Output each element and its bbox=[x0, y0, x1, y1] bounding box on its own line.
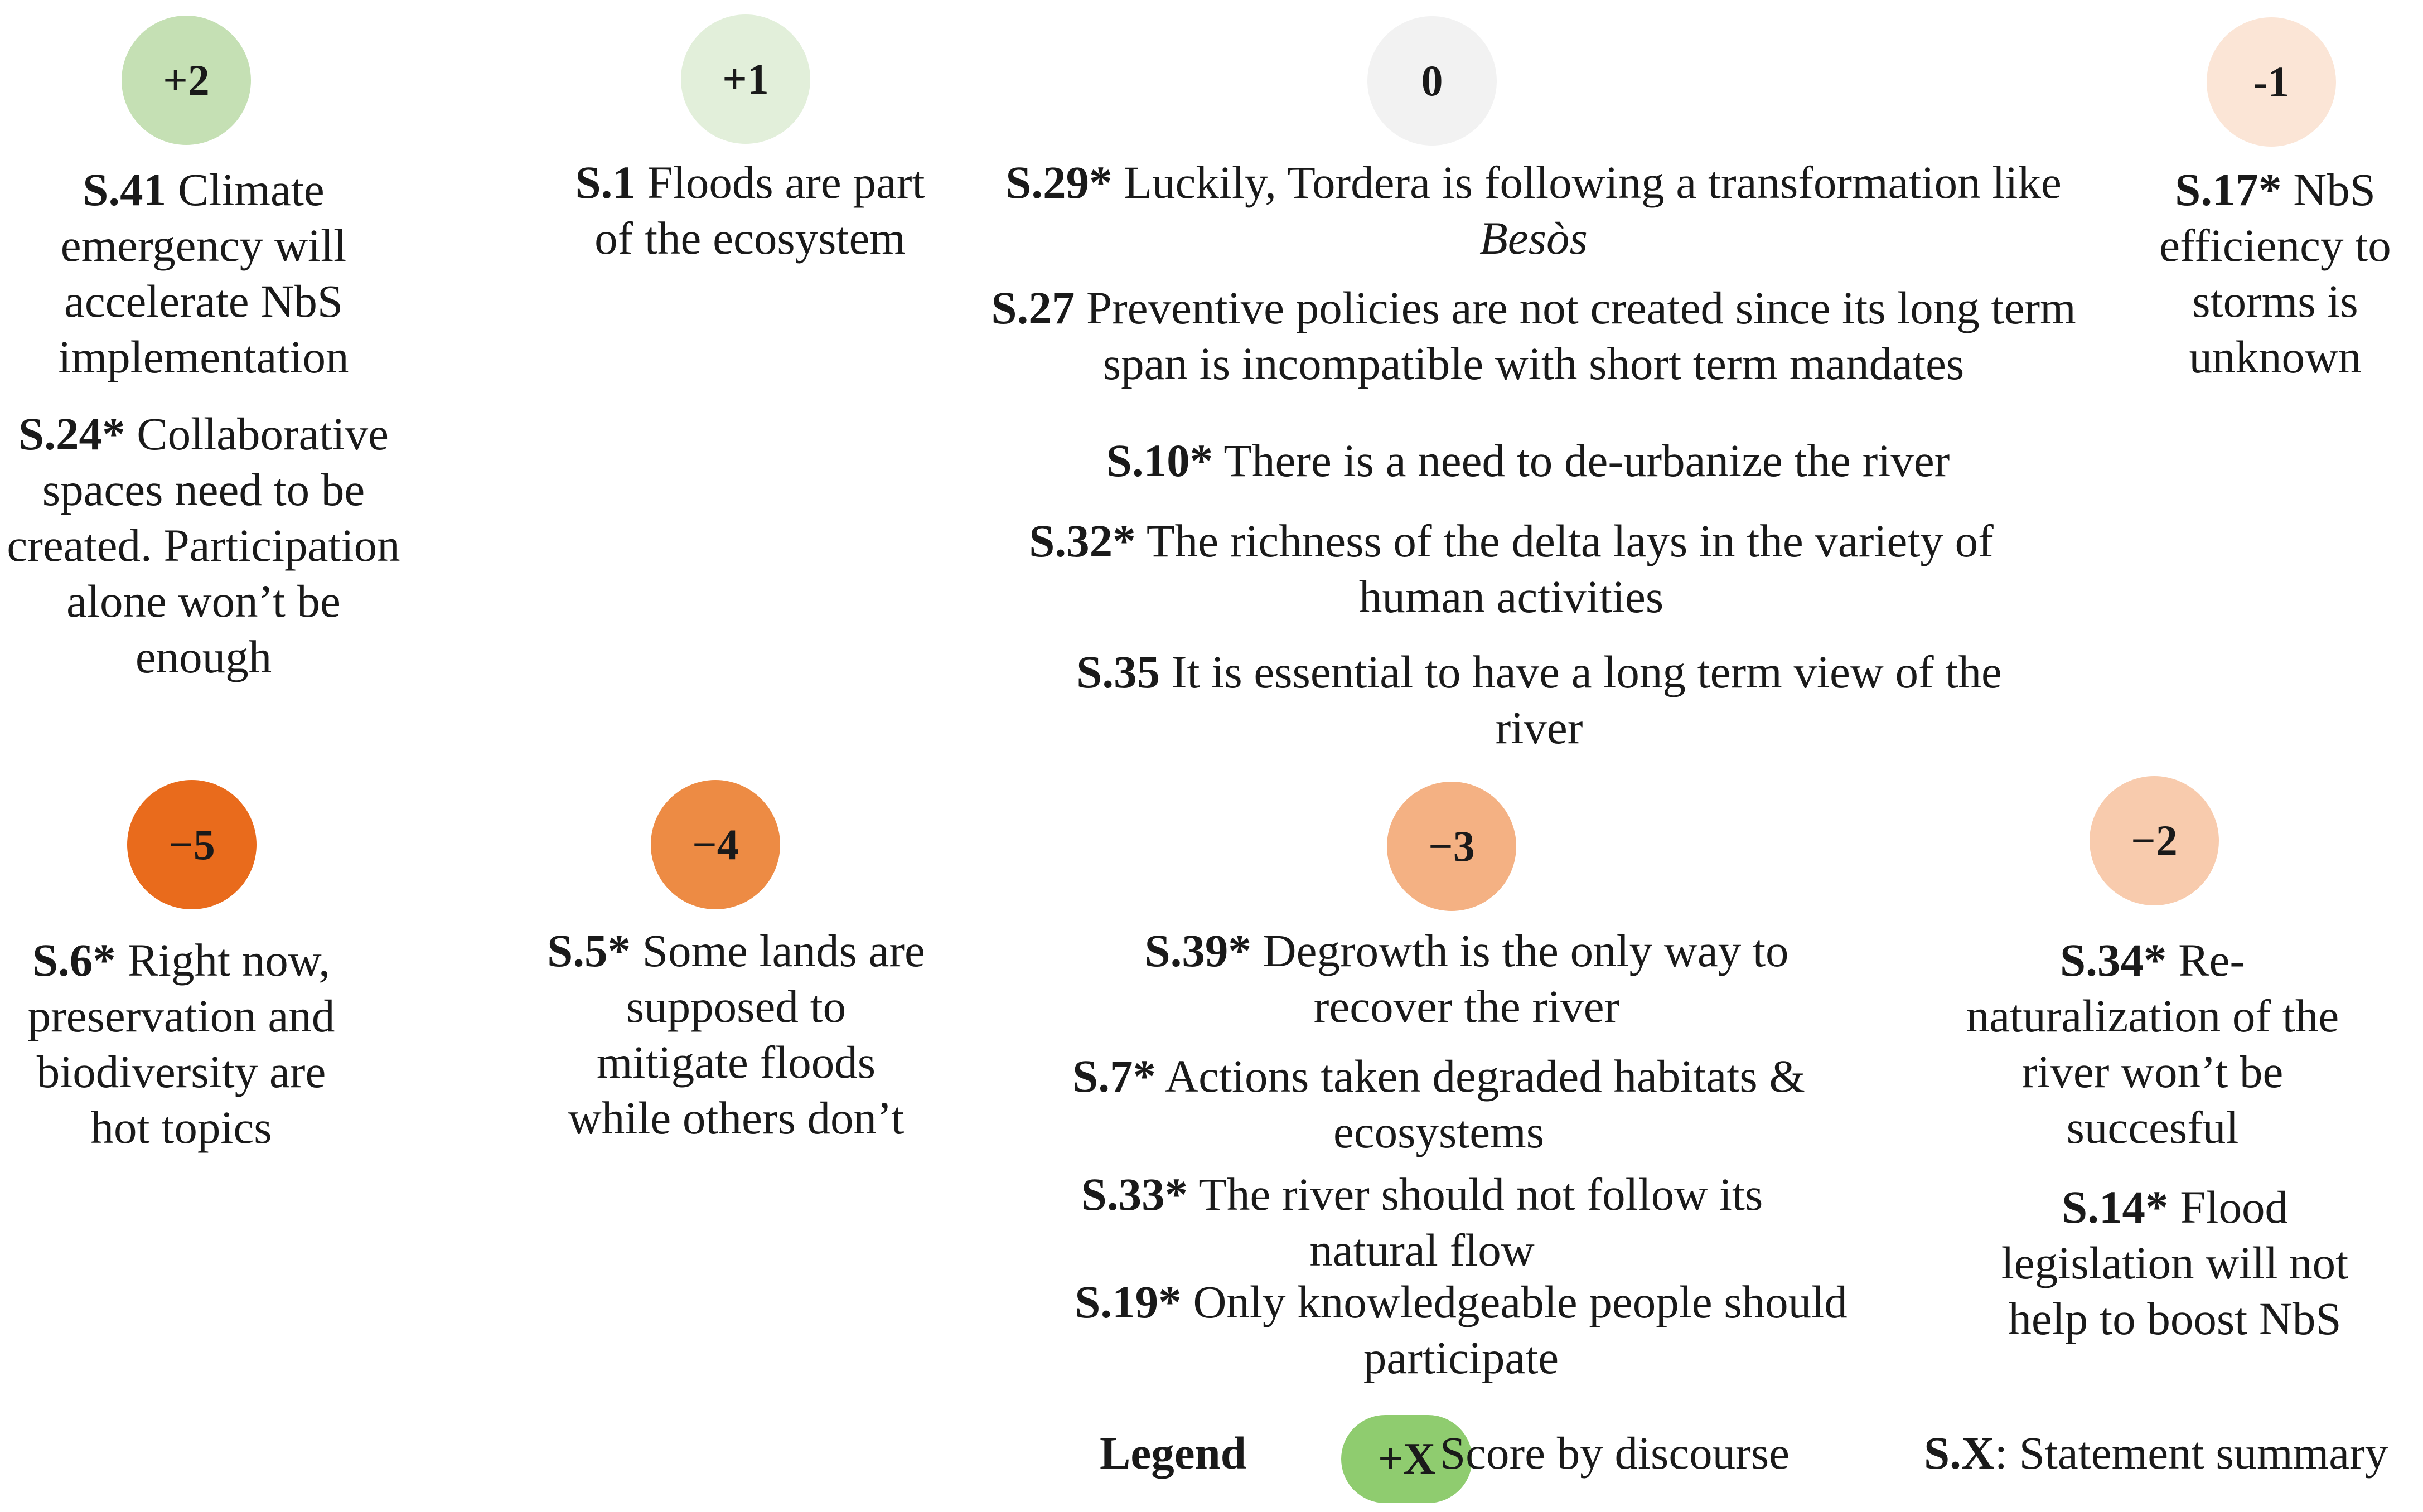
statement-text: Climate emergency will accelerate NbS implementation bbox=[58, 164, 349, 382]
statement-id: S.35 bbox=[1076, 646, 1160, 697]
statement-s27 bbox=[987, 280, 2080, 391]
statement-s32 bbox=[1021, 513, 2002, 624]
statement-text: Actions taken degraded habitats & ecosystems bbox=[1155, 1050, 1805, 1157]
statement-id: S.17* bbox=[2175, 164, 2282, 215]
statement-text: NbS efficiency to storms is unknown bbox=[2159, 164, 2391, 382]
statement-id: S.6* bbox=[32, 934, 116, 986]
statement-text: It is essential to have a long term view of the river bbox=[1160, 646, 2002, 753]
legend-label: Legend bbox=[1100, 1427, 1246, 1479]
score-label: −2 bbox=[2131, 816, 2178, 865]
statement-s1 bbox=[552, 154, 948, 266]
statement-text: The river should not follow its natural flow bbox=[1188, 1169, 1763, 1276]
score-label: −3 bbox=[1428, 822, 1475, 870]
score-label: +1 bbox=[722, 55, 769, 103]
statement-s33 bbox=[1026, 1166, 1818, 1278]
statement-id: S.41 bbox=[83, 164, 167, 215]
statement-s41 bbox=[33, 162, 374, 385]
statement-text: Some lands are supposed to mitigate floods while others don’t bbox=[568, 925, 925, 1143]
score-label: −5 bbox=[168, 820, 215, 869]
score-circle-plus1 bbox=[681, 14, 810, 144]
statement-italic: Besòs bbox=[1479, 212, 1588, 264]
statement-s29 bbox=[998, 154, 2069, 266]
statement-s24 bbox=[6, 406, 402, 685]
statement-id: S.5* bbox=[547, 925, 631, 976]
statement-s17 bbox=[2147, 162, 2403, 385]
statement-id: S.33* bbox=[1081, 1169, 1188, 1220]
statement-text: Re-naturalization of the river won’t be succesful bbox=[1966, 934, 2339, 1153]
score-label: −4 bbox=[692, 820, 739, 869]
score-circle-minus5 bbox=[127, 780, 257, 909]
statement-id: S.14* bbox=[2062, 1181, 2169, 1233]
statement-text: Right now, preservation and biodiversity are hot topics bbox=[27, 934, 335, 1153]
statement-s14 bbox=[1969, 1179, 2381, 1346]
statement-text: Floods are part of the ecosystem bbox=[594, 157, 925, 264]
statement-text: Flood legislation will not help to boost NbS bbox=[2001, 1181, 2349, 1344]
score-circle-plus2 bbox=[122, 16, 251, 145]
score-label: 0 bbox=[1421, 56, 1443, 105]
statement-s10 bbox=[993, 433, 2063, 488]
statement-id: S.24* bbox=[18, 408, 125, 459]
legend-statement-text: : Statement summary bbox=[1994, 1427, 2388, 1479]
statement-id: S.29* bbox=[1005, 157, 1113, 208]
statement-text: Degrowth is the only way to recover the river bbox=[1251, 925, 1789, 1032]
legend-statement bbox=[1924, 1426, 2388, 1480]
legend-circle-text: +X bbox=[1377, 1434, 1436, 1484]
statement-s7 bbox=[1015, 1048, 1863, 1160]
statement-text: Preventive policies are not created since its long term span is incompatible with short term mandates bbox=[1075, 282, 2076, 389]
statement-id: S.34* bbox=[2059, 934, 2167, 986]
statement-s5 bbox=[546, 923, 926, 1146]
statement-id: S.10* bbox=[1106, 435, 1213, 486]
statement-s6 bbox=[6, 932, 357, 1155]
score-circle-minus3 bbox=[1387, 782, 1516, 911]
statement-text: Only knowledgeable people should participate bbox=[1181, 1276, 1848, 1383]
score-circle-minus4 bbox=[651, 780, 780, 909]
score-label: +2 bbox=[163, 56, 210, 104]
score-circle-minus2 bbox=[2090, 776, 2219, 905]
statement-text: There is a need to de-urbanize the river bbox=[1213, 435, 1950, 486]
statement-s34 bbox=[1957, 932, 2348, 1155]
statement-text: Luckily, Tordera is following a transformation like bbox=[1112, 157, 2062, 208]
statement-id: S.7* bbox=[1072, 1050, 1156, 1102]
statement-s19 bbox=[1026, 1274, 1896, 1385]
statement-id: S.27 bbox=[991, 282, 1075, 333]
score-circle-zero bbox=[1367, 16, 1497, 146]
score-circle-minus1 bbox=[2207, 17, 2336, 147]
statement-id: S.39* bbox=[1144, 925, 1251, 976]
statement-s35 bbox=[1032, 644, 2047, 755]
statement-text: Collaborative spaces need to be created. Participation alone won’t be enough bbox=[7, 408, 400, 682]
statement-s39 bbox=[1071, 923, 1863, 1034]
statement-id: S.1 bbox=[575, 157, 636, 208]
score-label: -1 bbox=[2253, 57, 2290, 106]
legend-score-text: Score by discourse bbox=[1440, 1427, 1790, 1479]
legend-statement-key: S.X bbox=[1924, 1427, 1995, 1479]
statement-id: S.19* bbox=[1075, 1276, 1182, 1327]
statement-text: The richness of the delta lays in the variety of human activities bbox=[1135, 515, 1994, 622]
statement-id: S.32* bbox=[1029, 515, 1136, 566]
